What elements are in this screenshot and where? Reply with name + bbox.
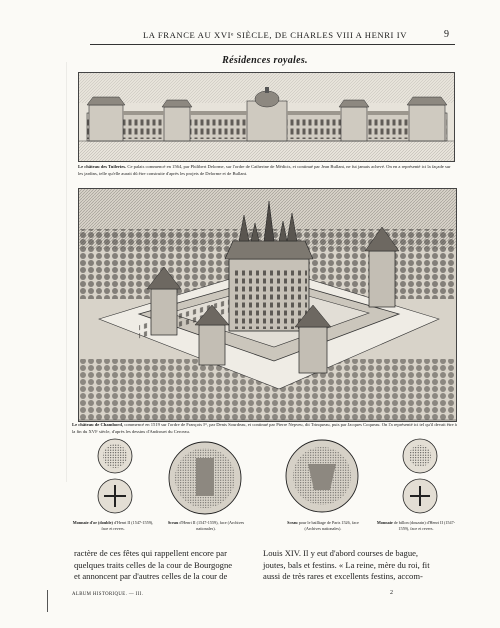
chambord-caption-title: Le château de Chambord, [72,422,124,427]
page-shadow [66,62,67,482]
tuileries-engraving [78,72,455,162]
footer-series-title: ALBUM HISTORIQUE. — III. [72,592,144,597]
body-right-line: Louis XIV. Il y eut d'abord courses de bague, [263,548,419,558]
coin-caption-1-title: Monnaie d'or (double) [72,520,113,525]
coin-caption-1 [72,520,154,531]
body-right-line: joutes, bals et festins. « La reine, mère du roi, fit [263,559,430,570]
coin-caption-2-title: Sceau [167,520,179,525]
running-header: LA FRANCE AU XVIᵉ SIÈCLE, DE CHARLES VIII A HENRI IV [142,30,408,40]
coin-caption-1-text: d'Henri II (1547-1559), face et revers. [101,520,154,531]
coin-caption-3-text: pour le bailliage de Paris 1526, face (Archives nationales). [298,520,359,531]
body-right-line: aussi de très rares et excellents festins, accom- [263,571,423,581]
body-column-left [74,548,239,583]
coin-caption-2-text: d'Henri II (1547-1559), face (Archives nationales). [179,520,245,531]
coin-caption-4-title: Monnaie [376,520,393,525]
page-number: 9 [444,29,449,40]
coin-caption-4-text: de billon (douzain) d'Henri II (1547-1559), face et revers. [393,520,456,531]
chambord-drawing [79,189,456,421]
chambord-caption-text: commencé en 1519 sur l'ordre de François Iᵉʳ, par Denis Sourdeau, et continué par Pierre Nepveu, dit Trinqueau, puis par Jacques Coqueau. On l'a représenté ici tel qu'il devait être à la fin du XVIᵉ siècle, d'après les dessins d'Androuet du Cerceau. [72,422,457,434]
coin-caption-3-title: Sceau [287,520,298,525]
header-rule [90,44,455,45]
body-column-right [263,548,458,583]
tuileries-drawing [79,73,454,161]
tuileries-caption-title: Le château des Tuileries. [78,164,127,169]
coin-caption-2 [164,520,248,531]
margin-mark [47,590,48,612]
body-left-line: ractère de ces fêtes qui rappellent encore par [74,548,227,558]
footer-signature: 2 [390,590,393,596]
coin-caption-4 [374,520,458,531]
body-left-line: quelques traits celles de la cour de Bourgogne [74,559,233,570]
coins-drawing [72,434,458,518]
tuileries-caption-text: Ce palais commencé en 1564, par Philibert Delorme, sur l'ordre de Catherine de Médicis, et continué par Jean Bullant, ne fut jamais achevé. On en a représenté ici la façade sur les jardins, telle qu'elle aurait dû être construite d'après les projets de Delorme et de Bullant. [78,164,451,176]
section-title: Résidences royales. [222,55,308,66]
tuileries-caption [78,164,456,178]
coin-caption-3 [280,520,366,531]
body-left-line: et annoncent par d'autres celles de la cour de [74,571,228,581]
chambord-engraving [78,188,457,422]
coins-and-seals-row [72,434,458,546]
